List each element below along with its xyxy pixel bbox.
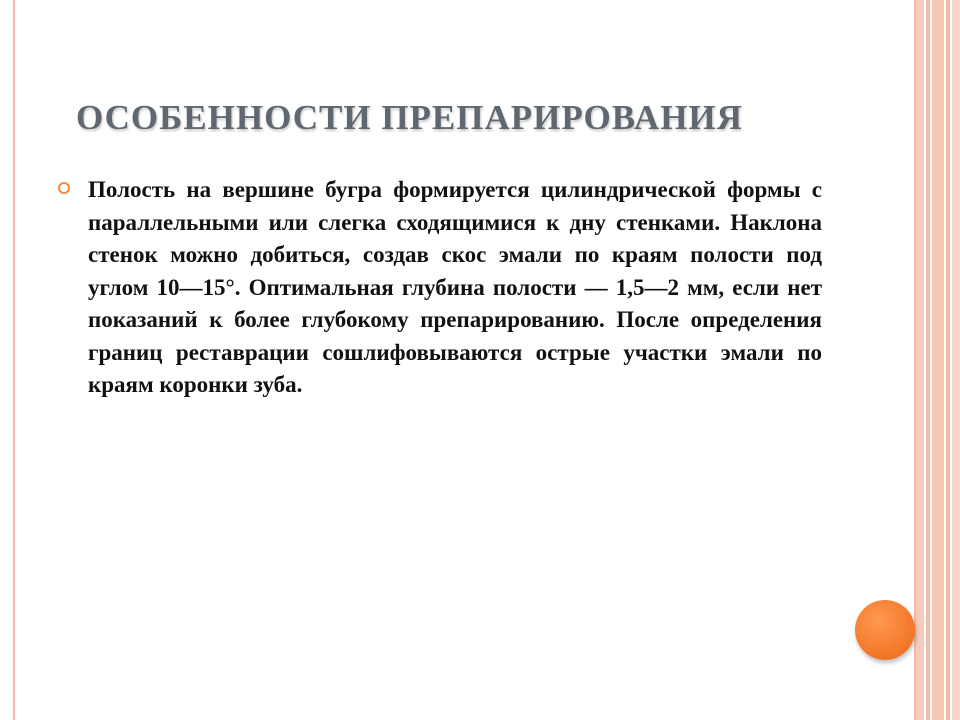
stripe xyxy=(932,0,944,720)
stripe xyxy=(916,0,924,720)
bullet-circle-icon xyxy=(58,182,70,194)
slide-title: ОСОБЕННОСТИ ПРЕПАРИРОВАНИЯ xyxy=(76,98,743,137)
stripe xyxy=(952,0,960,720)
stripe xyxy=(946,0,950,720)
orange-circle-icon xyxy=(855,600,915,660)
bullet-text: Полость на вершине бугра формируется цилиндрической формы с параллельными или слегка сходящимися к дну стенками. Наклона стенок можно добиться, создав скос эмали по краям полости под углом 10—15°. Оптимальная глубина полости — 1,5—2 мм, если нет показаний к более глубокому препарированию. После определения границ реставрации сошлифовываются острые участки эмали по краям коронки зуба. xyxy=(88,177,822,397)
stripe xyxy=(926,0,930,720)
bullet-item xyxy=(88,174,822,402)
decorative-stripes xyxy=(916,0,960,720)
